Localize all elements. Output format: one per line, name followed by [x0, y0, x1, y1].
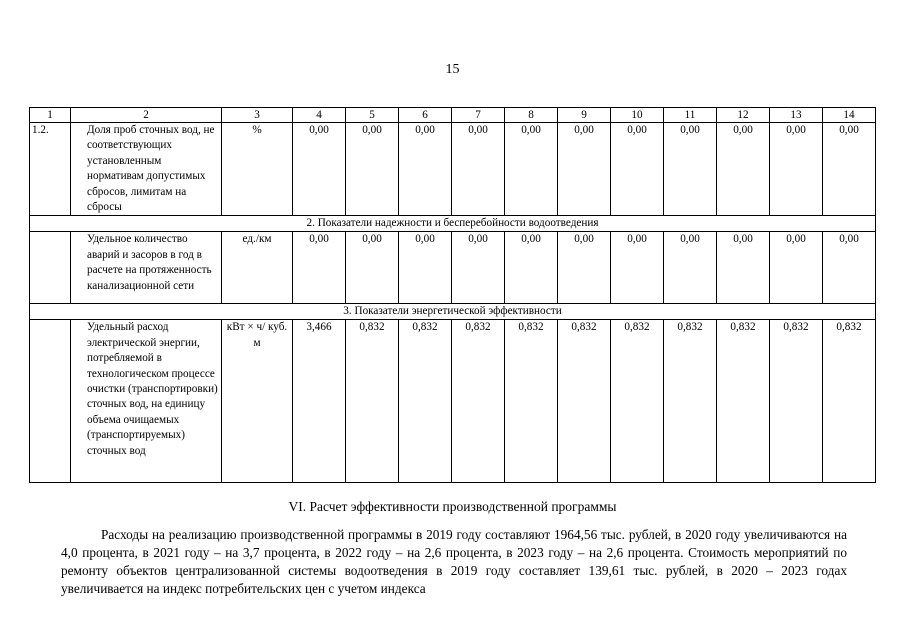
value-cell: 0,832 [505, 320, 558, 483]
value-cell: 0,832 [717, 320, 770, 483]
section-title: VI. Расчет эффективности производственной программы [288, 499, 617, 514]
section-row [30, 216, 876, 232]
header-cell: 6 [399, 108, 452, 123]
value-cell: 0,00 [346, 123, 399, 216]
value-cell: 0,00 [664, 232, 717, 304]
value-cell: 0,00 [717, 123, 770, 216]
value-cell: 0,00 [770, 232, 823, 304]
page-number: 15 [445, 62, 460, 77]
value-cell: 0,832 [823, 320, 876, 483]
header-cell: 13 [770, 108, 823, 123]
unit-cell: кВт × ч/ куб. м [222, 320, 293, 483]
value-cell: 0,832 [346, 320, 399, 483]
row-number [30, 320, 71, 483]
header-cell: 11 [664, 108, 717, 123]
section-row [30, 304, 876, 320]
value-cell: 0,00 [452, 232, 505, 304]
table-header-row [30, 108, 876, 123]
value-cell: 0,00 [293, 232, 346, 304]
indicators-table [29, 107, 876, 483]
value-cell: 0,832 [558, 320, 611, 483]
value-cell: 0,00 [399, 232, 452, 304]
header-cell: 9 [558, 108, 611, 123]
value-cell: 0,00 [346, 232, 399, 304]
unit-cell: ед./км [222, 232, 293, 304]
table-row [30, 320, 876, 483]
value-cell: 0,00 [823, 232, 876, 304]
value-cell: 0,00 [399, 123, 452, 216]
value-cell: 0,832 [452, 320, 505, 483]
value-cell: 0,832 [399, 320, 452, 483]
header-cell: 4 [293, 108, 346, 123]
value-cell: 0,00 [505, 232, 558, 304]
row-number [30, 232, 71, 304]
table-row [30, 232, 876, 304]
body-paragraph: Расходы на реализацию производственной программы в 2019 году составляют 1964,56 тыс. рублей, в 2020 году увеличиваются на 4,0 процента, в 2021 году – на 3,7 процента, в 2022 году – на 2,6 процента, в 2023 году – на 2,6 процента. Стоимость мероприятий по ремонту объектов централизованной системы водоотведения в 2019 году составляет 139,61 тыс. рублей, в 2020 – 2023 годах увеличивается на индекс потребительских цен с учетом индекса [61, 527, 847, 596]
value-cell: 3,466 [293, 320, 346, 483]
value-cell: 0,832 [611, 320, 664, 483]
header-cell: 10 [611, 108, 664, 123]
value-cell: 0,00 [717, 232, 770, 304]
section-heading-reliability: 2. Показатели надежности и бесперебойности водоотведения [30, 216, 876, 232]
header-cell: 2 [71, 108, 222, 123]
value-cell: 0,00 [611, 123, 664, 216]
value-cell: 0,00 [505, 123, 558, 216]
value-cell: 0,00 [823, 123, 876, 216]
table-row [30, 123, 876, 216]
header-cell: 12 [717, 108, 770, 123]
value-cell: 0,00 [664, 123, 717, 216]
value-cell: 0,00 [293, 123, 346, 216]
section-heading-energy: 3. Показатели энергетической эффективности [30, 304, 876, 320]
header-cell: 1 [30, 108, 71, 123]
indicator-name: Доля проб сточных вод, не соответствующих установленным нормативам допустимых сбросов, лимитам на сбросы [71, 123, 222, 216]
value-cell: 0,832 [770, 320, 823, 483]
value-cell: 0,00 [558, 123, 611, 216]
value-cell: 0,00 [770, 123, 823, 216]
value-cell: 0,832 [664, 320, 717, 483]
row-number: 1.2. [30, 123, 71, 216]
header-cell: 7 [452, 108, 505, 123]
value-cell: 0,00 [611, 232, 664, 304]
header-cell: 14 [823, 108, 876, 123]
header-cell: 8 [505, 108, 558, 123]
unit-cell: % [222, 123, 293, 216]
indicator-name: Удельное количество аварий и засоров в год в расчете на протяженность канализационной сети [71, 232, 222, 304]
header-cell: 5 [346, 108, 399, 123]
value-cell: 0,00 [452, 123, 505, 216]
header-cell: 3 [222, 108, 293, 123]
indicator-name: Удельный расход электрической энергии, потребляемой в технологическом процессе очистки (транспортировки) сточных вод, на единицу объема очищаемых (транспортируемых) сточных вод [71, 320, 222, 483]
value-cell: 0,00 [558, 232, 611, 304]
